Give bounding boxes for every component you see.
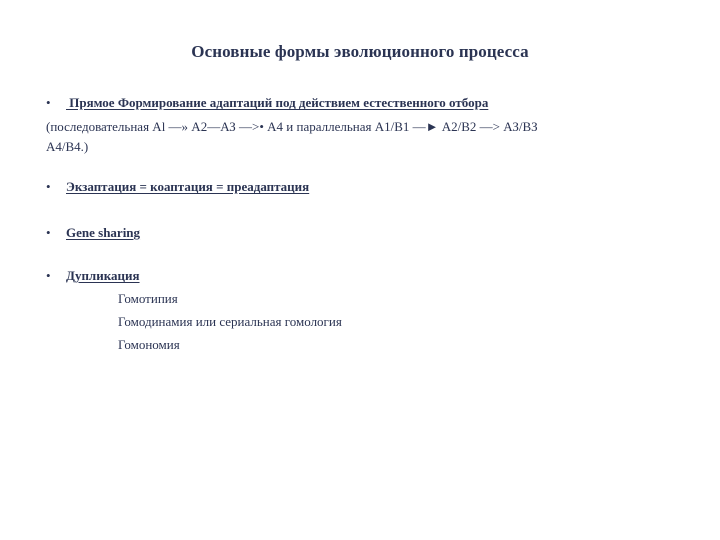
sub-item-homonomy: Гомономия	[118, 337, 180, 352]
sub-item-homotypy: Гомотипия	[118, 291, 178, 306]
list-item-duplication	[46, 268, 140, 284]
list-item-label: Дупликация	[66, 268, 140, 283]
bullet-icon: •	[46, 268, 51, 283]
list-item-label: Прямое Формирование адаптаций под действием естественного отбора	[66, 95, 489, 110]
bullet-icon: •	[46, 95, 51, 110]
list-item-direct-formation	[46, 95, 488, 111]
list-item-exaptation	[46, 179, 309, 195]
list-item-detail	[46, 117, 686, 157]
list-item-gene-sharing	[46, 225, 140, 241]
list-item-label: Gene sharing	[66, 225, 141, 240]
detail-line: А4/В4.)	[46, 139, 89, 154]
slide-title: Основные формы эволюционного процесса	[191, 42, 529, 61]
detail-line: (последовательная Al —» А2—АЗ —>• А4 и параллельная А1/В1 —► А2/В2 —> АЗ/ВЗ	[46, 119, 538, 134]
sub-item-homodynamy: Гомодинамия или сериальная гомология	[118, 314, 342, 329]
bullet-icon: •	[46, 179, 51, 194]
bullet-icon: •	[46, 225, 51, 240]
list-item-label: Экзаптация = коаптация = преадаптация	[66, 179, 310, 194]
